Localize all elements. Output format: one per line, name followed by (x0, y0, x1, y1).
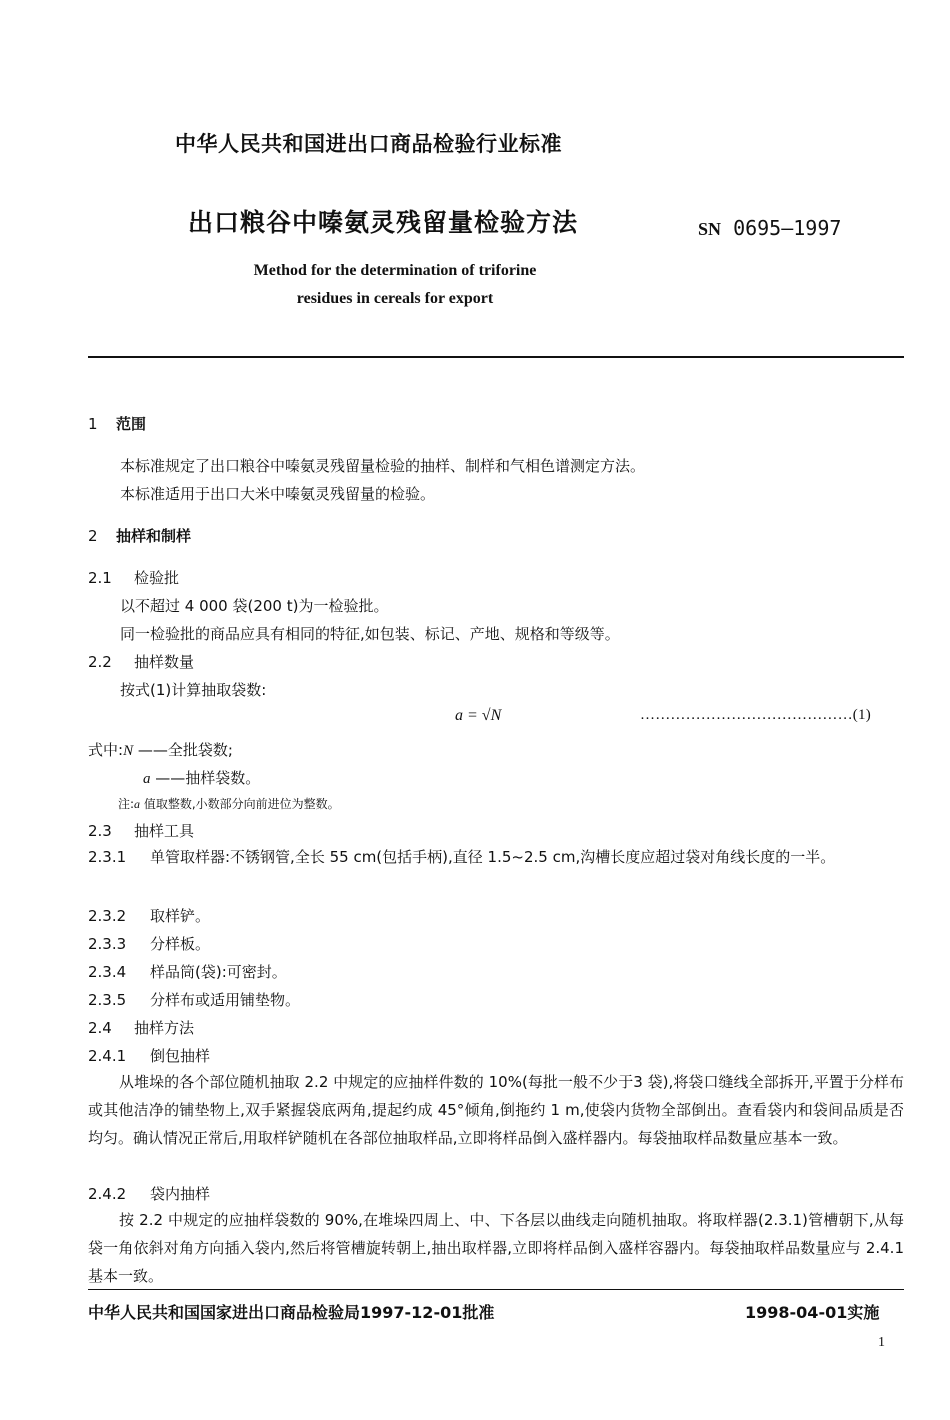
where-prefix: 式中: (88, 741, 124, 759)
section-2-4-1-paragraph: 从堆垛的各个部位随机抽取 2.2 中规定的应抽样件数的 10%(每批一般不少于3 袋),将袋口缝线全部拆开,平置于分样布或其他洁净的铺垫物上,双手紧握袋底两角,提起约成 45°倾角,倒拖约 1 m,使袋内货物全部倒出。查看袋内和袋间品质是否均匀。确认情况正常后,用取样铲随机在各部位抽取样品,立即将样品倒入盛样器内。每袋抽取样品数量应基本一致。 (88, 1073, 904, 1147)
variable-a-description: ——抽样袋数。 (155, 769, 261, 787)
section-number: 2.3.5 (88, 991, 127, 1009)
english-title-line1: Method for the determination of triforine (253, 262, 537, 279)
note-text: 值取整数,小数部分向前进位为整数。 (140, 797, 340, 811)
document-title: 出口粮谷中嗪氨灵残留量检验方法 (188, 208, 579, 237)
section-2-4-2-heading (88, 1183, 210, 1204)
section-2-heading (88, 525, 191, 546)
section-title: 分样布或适用铺垫物。 (150, 991, 301, 1009)
section-2-3-3 (88, 933, 210, 954)
section-2-2-paragraph: 按式(1)计算抽取袋数: (120, 681, 267, 699)
formula-1: a = √N (455, 707, 502, 724)
where-line-N (88, 739, 233, 760)
section-2-4-heading (88, 1017, 194, 1038)
footer-divider (88, 1289, 904, 1290)
english-title-line2: residues in cereals for export (296, 290, 494, 307)
section-number: 2.3.1 (88, 848, 127, 866)
section-title: 抽样方法 (134, 1019, 195, 1037)
section-1-heading (88, 413, 146, 434)
section-title: 分样板。 (150, 935, 211, 953)
section-1-paragraph-2: 本标准适用于出口大米中嗪氨灵残留量的检验。 (120, 485, 436, 503)
section-title: 检验批 (134, 569, 180, 587)
variable-a: a (143, 771, 151, 787)
note-prefix: 注: (118, 797, 135, 811)
section-title: 倒包抽样 (150, 1047, 211, 1065)
approval-line: 中华人民共和国国家进出口商品检验局1997-12-01批准 (88, 1303, 495, 1322)
section-number: 2.3.2 (88, 907, 127, 925)
header-divider (88, 356, 904, 358)
section-number: 2.1 (88, 569, 112, 587)
note (118, 795, 340, 812)
standard-code (698, 216, 841, 240)
section-title: 抽样数量 (134, 653, 195, 671)
section-number: 1 (88, 415, 98, 433)
section-number: 2.4.1 (88, 1047, 127, 1065)
section-title: 范围 (116, 415, 147, 433)
section-2-4-1-heading (88, 1045, 210, 1066)
variable-N-description: ——全批袋数; (137, 741, 233, 759)
section-title: 抽样工具 (134, 822, 195, 840)
section-2-1-paragraph-1: 以不超过 4 000 袋(200 t)为一检验批。 (120, 597, 389, 615)
section-number: 2.3.4 (88, 963, 127, 981)
industry-standard-heading: 中华人民共和国进出口商品检验行业标准 (175, 132, 562, 156)
section-number: 2 (88, 527, 98, 545)
section-number: 2.3.3 (88, 935, 127, 953)
section-1-paragraph-1: 本标准规定了出口粮谷中嗪氨灵残留量检验的抽样、制样和气相色谱测定方法。 (120, 457, 646, 475)
section-2-4-2-paragraph: 按 2.2 中规定的应抽样袋数的 90%,在堆垛四周上、中、下各层以曲线走向随机抽取。将取样器(2.3.1)管槽朝下,从每袋一角依斜对角方向插入袋内,然后将管槽旋转朝上,抽出取样器,立即将样品倒入盛样容器内。每袋抽取样品数量应与 2.4.1 基本一致。 (88, 1211, 904, 1285)
section-2-3-5 (88, 989, 300, 1010)
section-title: 抽样和制样 (116, 527, 192, 545)
note-variable: a (134, 797, 141, 811)
section-2-3-1 (88, 843, 904, 871)
section-2-1-heading (88, 567, 179, 588)
standard-code-prefix: SN (698, 219, 722, 239)
section-number: 2.4.2 (88, 1185, 127, 1203)
section-2-3-4 (88, 961, 287, 982)
page-number: 1 (878, 1335, 885, 1350)
section-2-3-2 (88, 905, 210, 926)
standard-code-number: 0695—1997 (733, 216, 842, 240)
implementation-date: 1998-04-01实施 (745, 1303, 880, 1322)
section-title: 样品筒(袋):可密封。 (150, 963, 287, 981)
section-title: 袋内抽样 (150, 1185, 211, 1203)
formula-1-number: ……………………………………(1) (640, 707, 871, 723)
section-number: 2.2 (88, 653, 112, 671)
section-text: 单管取样器:不锈钢管,全长 55 cm(包括手柄),直径 1.5~2.5 cm,沟槽长度应超过袋对角线长度的一半。 (150, 848, 836, 866)
section-2-3-heading (88, 820, 194, 841)
section-number: 2.4 (88, 1019, 112, 1037)
where-line-a (143, 767, 260, 788)
section-2-2-heading (88, 651, 194, 672)
variable-N: N (123, 743, 134, 759)
section-title: 取样铲。 (150, 907, 211, 925)
section-number: 2.3 (88, 822, 112, 840)
section-2-1-paragraph-2: 同一检验批的商品应具有相同的特征,如包装、标记、产地、规格和等级等。 (120, 625, 620, 643)
